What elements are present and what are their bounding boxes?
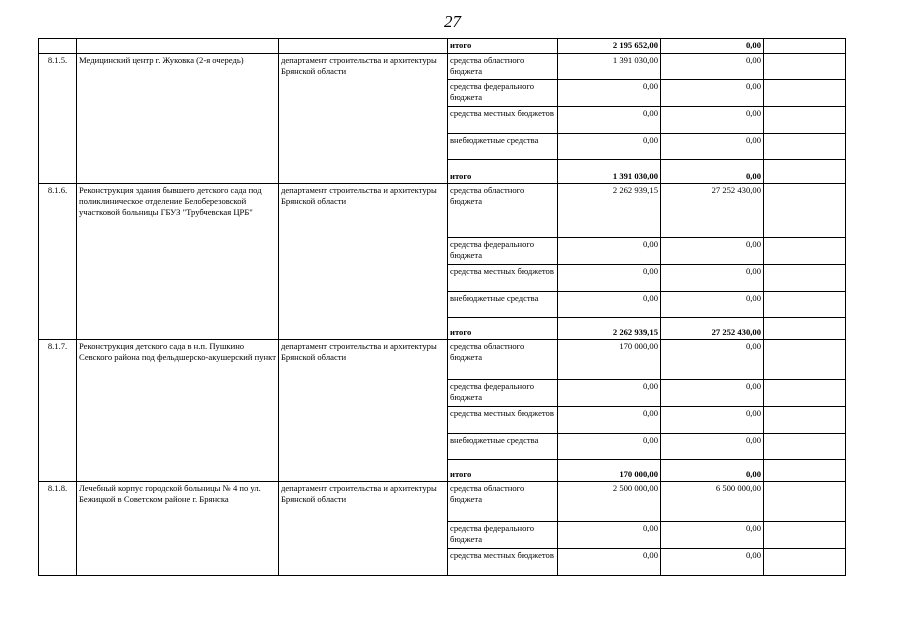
funding-source: средства областного бюджета	[448, 184, 558, 238]
funding-source: средства местных бюджетов	[448, 107, 558, 134]
item-name: Медицинский центр г. Жуковка (2-я очередь)	[77, 54, 279, 184]
amount-1: 0,00	[558, 549, 661, 576]
item-name: Лечебный корпус городской больницы № 4 по ул. Бежицкой в Советском районе г. Брянска	[77, 482, 279, 576]
funding-source: средства областного бюджета	[448, 54, 558, 80]
item-name: Реконструкция детского сада в н.п. Пушкино Севского района под фельдшерско-акушерский пункт	[77, 340, 279, 482]
item-number: 8.1.8.	[39, 482, 77, 576]
empty-cell	[764, 184, 846, 238]
empty-cell	[764, 482, 846, 522]
amount-2: 0,00	[661, 380, 764, 407]
empty-cell	[764, 134, 846, 160]
empty-cell	[764, 340, 846, 380]
funding-source: средства областного бюджета	[448, 340, 558, 380]
amount-1: 0,00	[558, 407, 661, 434]
amount-1: 2 500 000,00	[558, 482, 661, 522]
amount-1: 0,00	[558, 134, 661, 160]
total-value-2: 0,00	[661, 460, 764, 482]
source-row	[39, 340, 846, 380]
amount-2: 6 500 000,00	[661, 482, 764, 522]
amount-2: 0,00	[661, 54, 764, 80]
amount-2: 0,00	[661, 434, 764, 460]
empty-cell	[764, 238, 846, 265]
amount-1: 0,00	[558, 292, 661, 318]
amount-1: 0,00	[558, 380, 661, 407]
amount-1: 0,00	[558, 434, 661, 460]
funding-source: средства федерального бюджета	[448, 80, 558, 107]
empty-cell	[764, 380, 846, 407]
empty-cell	[764, 80, 846, 107]
source-row	[39, 482, 846, 522]
total-label: итого	[448, 318, 558, 340]
empty-cell	[764, 460, 846, 482]
total-row	[39, 39, 846, 54]
total-value-2: 0,00	[661, 39, 764, 54]
empty-cell	[764, 549, 846, 576]
funding-source: средства федерального бюджета	[448, 238, 558, 265]
empty-cell	[764, 318, 846, 340]
amount-2: 0,00	[661, 80, 764, 107]
funding-source: внебюджетные средства	[448, 292, 558, 318]
amount-2: 0,00	[661, 265, 764, 292]
funding-source: средства областного бюджета	[448, 482, 558, 522]
funding-source: средства местных бюджетов	[448, 407, 558, 434]
amount-1: 170 000,00	[558, 340, 661, 380]
total-value-2: 0,00	[661, 160, 764, 184]
amount-1: 0,00	[558, 522, 661, 549]
item-department: департамент строительства и архитектуры Брянской области	[279, 54, 448, 184]
amount-2: 0,00	[661, 238, 764, 265]
item-number: 8.1.7.	[39, 340, 77, 482]
total-label: итого	[448, 39, 558, 54]
amount-1: 0,00	[558, 107, 661, 134]
amount-1: 0,00	[558, 80, 661, 107]
amount-1: 2 262 939,15	[558, 184, 661, 238]
amount-2: 0,00	[661, 107, 764, 134]
source-row	[39, 54, 846, 80]
funding-source: внебюджетные средства	[448, 434, 558, 460]
total-value-1: 1 391 030,00	[558, 160, 661, 184]
total-value-2: 27 252 430,00	[661, 318, 764, 340]
funding-source: средства федерального бюджета	[448, 380, 558, 407]
item-department: департамент строительства и архитектуры Брянской области	[279, 184, 448, 340]
amount-2: 0,00	[661, 407, 764, 434]
item-department: департамент строительства и архитектуры Брянской области	[279, 340, 448, 482]
amount-1: 0,00	[558, 238, 661, 265]
empty-cell	[764, 54, 846, 80]
funding-source: средства федерального бюджета	[448, 522, 558, 549]
item-number: 8.1.5.	[39, 54, 77, 184]
page-number: 27	[444, 12, 461, 31]
total-value-1: 2 262 939,15	[558, 318, 661, 340]
empty-cell	[764, 522, 846, 549]
amount-2: 0,00	[661, 340, 764, 380]
amount-1: 1 391 030,00	[558, 54, 661, 80]
total-label: итого	[448, 160, 558, 184]
amount-2: 0,00	[661, 522, 764, 549]
empty-cell	[764, 434, 846, 460]
empty-cell	[764, 407, 846, 434]
item-department: департамент строительства и архитектуры Брянской области	[279, 482, 448, 576]
total-label: итого	[448, 460, 558, 482]
total-value-1: 2 195 652,00	[558, 39, 661, 54]
amount-2: 0,00	[661, 549, 764, 576]
empty-cell	[764, 265, 846, 292]
amount-1: 0,00	[558, 265, 661, 292]
amount-2: 27 252 430,00	[661, 184, 764, 238]
funding-source: внебюджетные средства	[448, 134, 558, 160]
amount-2: 0,00	[661, 134, 764, 160]
empty-cell	[764, 160, 846, 184]
funding-source: средства местных бюджетов	[448, 265, 558, 292]
total-value-1: 170 000,00	[558, 460, 661, 482]
item-name: Реконструкция здания бывшего детского сада под поликлиническое отделение Белоберезовской участковой больницы ГБУЗ "Трубчевская ЦРБ"	[77, 184, 279, 340]
amount-2: 0,00	[661, 292, 764, 318]
item-number: 8.1.6.	[39, 184, 77, 340]
empty-cell	[764, 107, 846, 134]
budget-table	[38, 38, 846, 576]
source-row	[39, 184, 846, 238]
funding-source: средства местных бюджетов	[448, 549, 558, 576]
empty-cell	[764, 292, 846, 318]
